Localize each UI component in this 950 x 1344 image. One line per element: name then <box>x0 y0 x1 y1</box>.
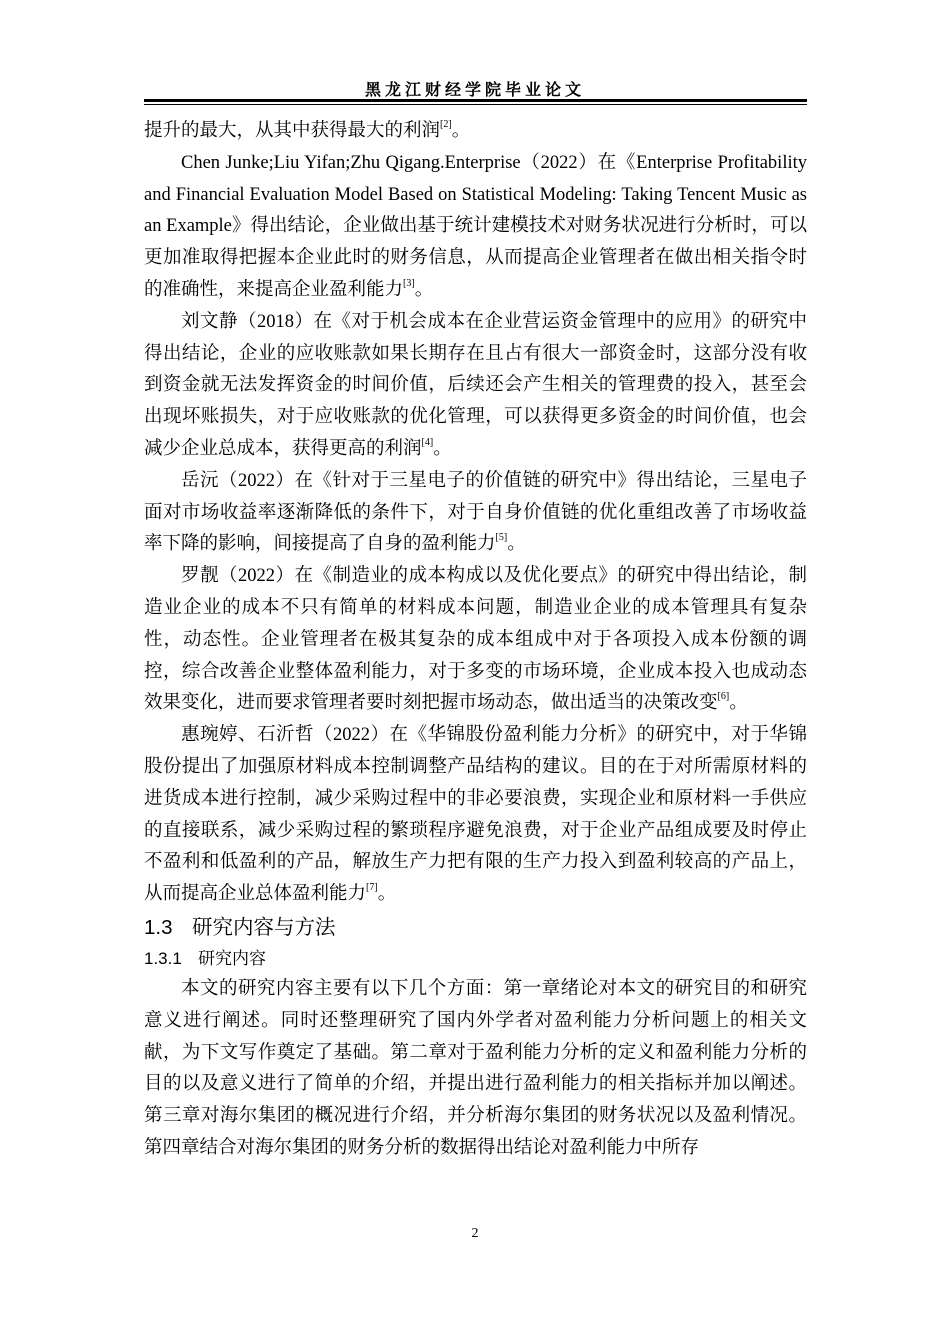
citation-ref: [7] <box>366 881 378 893</box>
subsection-number: 1.3.1 <box>144 948 182 968</box>
paragraph-continued <box>144 116 807 148</box>
section-title: 研究内容与方法 <box>192 915 336 939</box>
paragraph-tail: 。 <box>433 438 452 459</box>
paragraph <box>144 466 807 561</box>
subsection-title: 研究内容 <box>198 948 266 968</box>
paragraph-tail: 。 <box>507 534 526 555</box>
paragraph-text: 惠琬婷、石沂哲（2022）在《华锦股份盈利能力分析》的研究中，对于华锦股份提出了加强原材料成本控制调整产品结构的建议。目的在于对所需原材料的进货成本进行控制，减少采购过程中的非必要浪费，实现企业和原材料一手供应的直接联系，减少采购过程的繁琐程序避免浪费，对于企业产品组成要及时停止不盈利和低盈利的产品，解放生产力把有限的生产力投入到盈利较高的产品上，从而提高企业总体盈利能力 <box>144 725 807 905</box>
header-rule-thin <box>144 104 807 105</box>
paragraph-tail: 。 <box>414 279 434 300</box>
paragraph-text: 刘文静（2018）在《对于机会成本在企业营运资金管理中的应用》的研究中得出结论，企业的应收账款如果长期存在且占有很大一部资金时，这部分没有收到资金就无法发挥资金的时间价值，后续还会产生相关的管理费的投入，甚至会出现坏账损失，对于应收账款的优化管理，可以获得更多资金的时间价值，也会减少企业总成本，获得更高的利润 <box>144 311 807 459</box>
paragraph <box>144 307 807 466</box>
subsection-heading <box>144 944 807 974</box>
citation-ref: [2] <box>440 118 452 130</box>
paragraph-tail: 。 <box>451 121 471 141</box>
running-header-title: 黑龙江财经学院毕业论文 <box>364 80 585 99</box>
paragraph-text: 岳沅（2022）在《针对于三星电子的价值链的研究中》得出结论，三星电子面对市场收益率逐渐降低的条件下，对于自身价值链的优化重组改善了市场收益率下降的影响，间接提高了自身的盈利能力 <box>144 470 807 555</box>
paragraph-text: 提升的最大，从其中获得最大的利润 <box>144 121 441 141</box>
paragraph <box>144 148 807 307</box>
citation-ref: [4] <box>421 436 434 448</box>
paragraph-tail: 。 <box>729 693 748 714</box>
section-number: 1.3 <box>144 915 173 939</box>
body-content <box>144 116 807 1165</box>
citation-ref: [6] <box>717 691 730 703</box>
paragraph <box>144 561 807 720</box>
citation-ref: [3] <box>403 277 415 289</box>
header-rule-thick <box>144 99 807 102</box>
paragraph <box>144 720 807 911</box>
citation-ref: [5] <box>495 532 508 544</box>
paragraph-text: Chen Junke;Liu Yifan;Zhu Qigang.Enterprise（2022）在《Enterprise Profitability and Financial Evaluation Model Based on Statistical Modeling: Taking Tencent Music as an Example》得出结论，企业做出基于统计建模技术对财务状况进行分析时，可以更加准取得把握本企业此时的财务信息，从而提高企业管理者在做出相关指令时的准确性，来提高企业盈利能力 <box>144 152 807 300</box>
paragraph: 本文的研究内容主要有以下几个方面：第一章绪论对本文的研究目的和研究意义进行阐述。同时还整理研究了国内外学者对盈利能力分析问题上的相关文献，为下文写作奠定了基础。第二章对于盈利能力分析的定义和盈利能力分析的目的以及意义进行了简单的介绍，并提出进行盈利能力的相关指标并加以阐述。第三章对海尔集团的概况进行介绍，并分析海尔集团的财务状况以及盈利情况。第四章结合对海尔集团的财务分析的数据得出结论对盈利能力中所存 <box>144 978 807 1158</box>
paragraph-text: 罗靓（2022）在《制造业的成本构成以及优化要点》的研究中得出结论，制造业企业的成本不只有简单的材料成本问题，制造业企业的成本管理具有复杂性，动态性。企业管理者在极其复杂的成本组成中对于各项投入成本份额的调控，综合改善企业整体盈利能力，对于多变的市场环境，企业成本投入也成动态效果变化，进而要求管理者要时刻把握市场动态，做出适当的决策改变 <box>144 566 807 714</box>
paragraph-tail: 。 <box>377 884 397 905</box>
page-number: 2 <box>471 1226 479 1241</box>
section-heading <box>144 914 807 942</box>
